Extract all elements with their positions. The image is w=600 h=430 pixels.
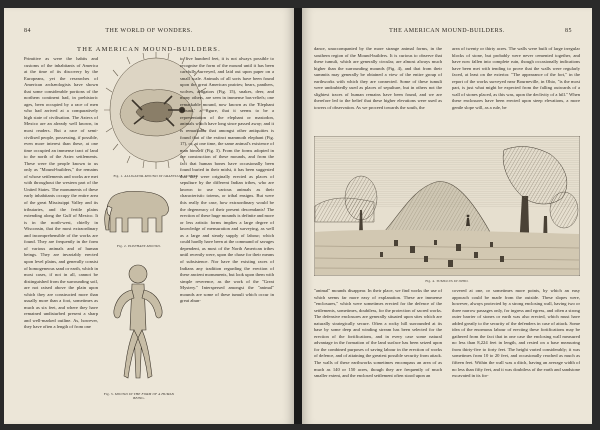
text-column-1 (314, 46, 442, 132)
page-number: 85 (565, 28, 572, 34)
running-title: THE WORLD OF WONDERS. (105, 28, 193, 34)
text-column-3 (314, 288, 442, 416)
body-paragraph: Primitive as were the habits and customs of the inhabitants of America at the time of its discovery by the Europeans, yet the researches of American archæologists have shown that some considerable portions of the northern continent had, in prehistoric ages, been occupied by a race of men who had arrived at a comparatively high state of civilisation. The Aztecs of Mexico are an already well known, in most readers. But a race of semi-civilised people, possessing, if possible, even more interest than these, at one time occupied an immense tract of land to the north of the Aztec settlements. These were the people known to us only as "Mound-builders," the remains of whose settlements and works are met with throughout the western part of the United States. The monuments of these early inhabitants occupy the entire area of the great Mississippi Valley and its tributaries, and the fertile plains extending along the Gulf of Mexico. It is in the north-west, chiefly in Wisconsin, that the most extraordinary and incomprehensible of the works are found. They are frequently in the form of various animals and of human beings. They are invariably erected upon level plains, and generally consist of homogeneous sand or earth, which in most cases, if not in all, cannot be distinguished from the surrounding soil, are not raised above the plain upon which they are constructed more than usually more than a foot, sometimes as much as six feet, and where they have remained undisturbed present a sharp and well-marked outline. As, however, they have often a length of from one (24, 56, 98, 330)
section-title: THE AMERICAN MOUND-BUILDERS. (77, 46, 221, 53)
left-page (4, 8, 294, 424)
body-paragraph: area of twenty or thirty acres. The walls were built of large irregular blocks of stone, but probably were never cemented together, and have now fallen into complete ruin, though occasionally indications have been met with tending to prove that the walls were regularly faced, at least on the exterior. "The appearance of the fort," in the report of the works surveyed near Bourneville, in Ohio, "is the most part, is just what might be expected from the falling outwards of a wall of stones placed, as this was, upon the declivity of a hill." When these enclosures have been erected upon steep elevations, a more gentle slope will, as a rule, be (452, 46, 580, 110)
elephant-mound-figure (104, 186, 174, 240)
right-page (302, 8, 592, 424)
human-mound-figure (110, 260, 166, 386)
body-paragraph: covered at one, or sometimes more points, by which an easy approach could be made from the outside. These slopes were, however, always protected by a strong enclosing wall, having two or three narrow passages only, for ingress and egress, and often a strong outer barrier of stones or earth was also erected, which must have added greatly to the security of the defenders in case of attack. Some idea of the enormous labour of erecting these fortifications may be gathered from the fact that in one case the enclosing wall measured no less than 8,224 feet in length, and rested on a base measuring from thirty-five to forty feet. The height varied considerably; it was sometimes from 10 to 20 feet, and occasionally reached as much as fifteen feet. Within the wall was a ditch, having an average width of no less than fifty feet, and it was doubtless of the earth and sandstone excavated in its for- (452, 288, 580, 379)
figure-caption: Fig. 4. TUMULUS IN OHIO. (425, 279, 469, 283)
running-head (24, 28, 274, 37)
text-column-4 (452, 288, 580, 416)
running-title: THE AMERICAN MOUND-BUILDERS. (389, 28, 505, 34)
running-head (322, 28, 572, 37)
body-paragraph: "animal" mounds disappear. In their place, we find works the use of which seems far more easy of explanation. These are immense "enclosures," which were sometimes erected for the defence of the settlements, sometimes, doubtless, for the protection of sacred works. The defensive enclosures are generally situated upon sites which are naturally strategically secure. Often a rocky hill surrounded at its base by some deep and winding stream has been selected for the erection of the fortifications, and in every case some natural advantage in the formation of the land surface has been seized upon for the combined purposes of saving labour in the erection of works of defence, and of attaining the greatest possible security from attack. The walls of these earthworks sometimes encompass an area of as much as 140 or 150 acres, though they are frequently of much smaller extent, and the enclosed settlement often stood upon an (314, 288, 442, 379)
book-gutter (294, 8, 302, 424)
text-column-1 (24, 56, 98, 414)
text-column-2 (180, 56, 274, 414)
body-paragraph: to five hundred feet, it is not always possible to recognise the form of the mound until it has been carefully surveyed, and laid out upon paper on a small scale. Animals of all sorts have been found upon the great American prairies; bears, panthers, wolves, alligators (Fig. 15), snakes, deer, and many others, are seen in immense bas-reliefs; one remarkable mound, now known as the 'Elephant Mound,' a figure, that it seems to be a representation of the elephant or mastodon, animals which have long since passed away; and it is remarkable that amongst other antiquities is found that of the extinct mammoth elephant (Fig. 17), or, at one time, the same animal's existence of man himself (Fig. 3). From the forms adopted in the construction of these mounds, and from the fact that human bones have occasionally been found buried in their midst, it has been suggested that they were originally erected as places of sepulture by the different Indian tribes, who are known to use various animals as their characteristic totems, or tribal ensigns. But were this really the case, how extraordinary would be the degeneracy of their present descendants! The erection of these huge mounds is definite and more or less artistic forms implies a large degree of knowledge of mensuration and surveying, as well as a large and steady supply of labour; which could hardly have been at the command of savages dependent, as most of the North American tribes until recently were, upon the chase for their means of subsistence. Nor have the existing races of Indians any tradition regarding the erection of these ancient monuments, but look upon them with simple reverence, as the work of the "Great Mystery." Interspersed amongst the "animal" mounds are some of these tumuli which occur in great abun- (180, 56, 274, 304)
tumulus-engraving (314, 136, 580, 276)
figure-caption: Fig. 2. ELEPHANT-MOUND. (116, 244, 162, 248)
text-column-2 (452, 46, 580, 132)
page-number: 84 (24, 28, 31, 34)
body-paragraph: dance, unaccompanied by the more strange animal forms, in the southern region of the Mound-builders. It is curious to observe that these tumuli, which are generally circular, are almost always much higher than the surrounding mounds (Fig. 4), and that from their summits may generally be obtained a view of the entire group of earthworks with which they are connected. Some of these tumuli were undoubtedly used as places of sepulture, but in others not the slightest traces of human remains have been found, and we are therefore led to the belief that these higher elevations were used as towers of observation. As we proceed towards the south, the (314, 46, 442, 110)
figure-caption: Fig. 3. MOUND IN THE FORM OF A HUMAN BEING. (103, 392, 175, 400)
figure-caption: Fig. 1. ALLIGATOR-MOUND IN GRANVILLE COUNTY. (113, 174, 199, 178)
